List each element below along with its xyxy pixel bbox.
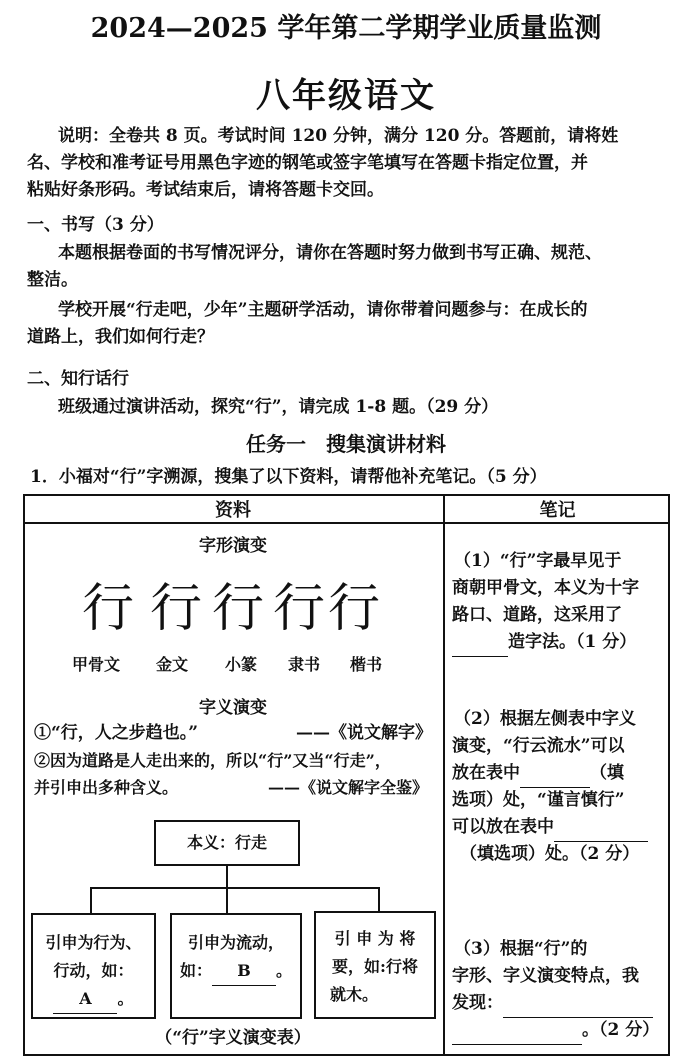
section-1-para-1-line-1: 本题根据卷面的书写情况评分，请你在答题时努力做到书写正确、规范、 bbox=[58, 243, 602, 263]
blank-a[interactable]: A bbox=[53, 985, 117, 1014]
note-3-blank-1[interactable] bbox=[503, 990, 653, 1018]
note-2-line-1: （2）根据左侧表中字义 bbox=[454, 709, 636, 729]
meaning-box-c-line-3: 就木。 bbox=[330, 985, 379, 1004]
glyph-label-small-seal: 小篆 bbox=[224, 655, 257, 674]
section-1-para-2-line-1: 学校开展“行走吧，少年”主题研学活动，请你带着问题参与：在成长的 bbox=[58, 300, 588, 320]
note-1-line-3: 路口、道路，这采用了 bbox=[452, 605, 622, 625]
note-3-line-1: （3）根据“行”的 bbox=[454, 939, 588, 959]
glyph-small-seal: 行 bbox=[211, 579, 264, 639]
note-3-blank-2[interactable] bbox=[452, 1017, 582, 1045]
note-1-line-1: （1）“行”字最早见于 bbox=[454, 551, 622, 571]
glyph-label-bronze: 金文 bbox=[155, 655, 188, 674]
tree-branch-c bbox=[378, 887, 380, 912]
blank-b[interactable]: B bbox=[212, 957, 276, 986]
meaning-box-a bbox=[31, 913, 156, 1019]
table-column-divider bbox=[443, 494, 445, 1056]
tree-branch-b bbox=[226, 887, 228, 914]
instructions-line-1: 说明：全卷共 8 页。考试时间 120 分钟，满分 120 分。答题前，请将姓 bbox=[58, 126, 619, 146]
glyph-bronze: 行 bbox=[149, 579, 202, 639]
question-1: 1．小福对“行”字溯源，搜集了以下资料，请帮他补充笔记。（5 分） bbox=[30, 467, 547, 487]
glyph-label-regular: 楷书 bbox=[349, 655, 382, 674]
section-1-para-1-line-2: 整洁。 bbox=[27, 270, 78, 290]
meaning-box-a-fill-row: A 。 bbox=[33, 985, 154, 1014]
note-1-line-4 bbox=[452, 629, 636, 657]
meaning-box-c bbox=[314, 911, 436, 1019]
note-2-blank-2[interactable] bbox=[554, 814, 648, 842]
note-3-line-4-suffix: 。（2 分） bbox=[582, 1020, 660, 1040]
tree-trunk-line bbox=[226, 866, 228, 888]
exam-title: 2024—2025 学年第二学期学业质量监测 bbox=[90, 13, 602, 44]
instructions-line-3: 粘贴好条形码。考试结束后，请将答题卡交回。 bbox=[27, 180, 384, 200]
meaning-box-c-line-1: 引 申 为 将 bbox=[334, 929, 416, 948]
column-header-notes: 笔记 bbox=[539, 500, 576, 521]
column-header-materials: 资料 bbox=[215, 500, 251, 521]
meaning-box-a-line-1: 引申为行为、 bbox=[45, 933, 142, 952]
section-1-para-2-line-2: 道路上，我们如何行走？ bbox=[27, 327, 214, 347]
glyph-evolution-title: 字形演变 bbox=[199, 536, 267, 556]
quote-1-source: ——《说文解字》 bbox=[296, 723, 432, 743]
instructions-line-2: 名、学校和准考证号用黑色字迹的钢笔或签字笔填写在答题卡指定位置，并 bbox=[27, 153, 588, 173]
note-1-blank[interactable] bbox=[452, 629, 508, 657]
meaning-box-c-line-2: 要，如:行将 bbox=[332, 957, 418, 976]
section-2-intro: 班级通过演讲活动，探究“行”，请完成 1-8 题。（29 分） bbox=[58, 397, 499, 417]
quote-2-line-1: ②因为道路是人走出来的，所以“行”又当“行走”， bbox=[34, 751, 391, 770]
meaning-box-b-line-1: 引申为流动， bbox=[187, 933, 284, 952]
note-2-line-6: （填选项）处。（2 分） bbox=[460, 844, 640, 864]
note-2-line-3-prefix: 放在表中 bbox=[452, 763, 520, 783]
glyph-label-clerical: 隶书 bbox=[287, 655, 320, 674]
note-2-line-4: 选项）处，“谨言慎行” bbox=[452, 790, 625, 810]
note-2-line-5 bbox=[452, 814, 648, 842]
section-2-heading: 二、知行话行 bbox=[27, 369, 129, 389]
table-header-divider bbox=[23, 522, 670, 524]
note-3-line-2: 字形、字义演变特点，我 bbox=[452, 966, 639, 986]
note-2-line-3 bbox=[452, 760, 624, 788]
note-2-line-5-prefix: 可以放在表中 bbox=[452, 817, 554, 837]
meaning-box-b-fill-row: 如： B 。 bbox=[172, 957, 300, 986]
note-1-line-4-text: 造字法。（1 分） bbox=[508, 632, 637, 652]
note-3-line-4 bbox=[452, 1017, 659, 1045]
quote-1-text: ①“行，人之步趋也。” bbox=[34, 723, 199, 743]
task-1-heading: 任务一 搜集演讲材料 bbox=[246, 432, 446, 456]
note-3-line-3 bbox=[452, 990, 653, 1018]
note-2-line-3-suffix: （填 bbox=[590, 763, 624, 783]
note-3-line-3-prefix: 发现： bbox=[452, 993, 503, 1013]
meaning-table-caption: （“行”字义演变表） bbox=[155, 1028, 311, 1048]
root-meaning-box: 本义：行走 bbox=[154, 820, 300, 866]
meaning-box-b-line-2: 如： bbox=[179, 961, 212, 980]
glyph-label-oracle-bone: 甲骨文 bbox=[71, 655, 120, 674]
quote-2-source: ——《说文解字全鉴》 bbox=[268, 778, 429, 797]
exam-subject: 八年级语文 bbox=[256, 76, 436, 116]
glyph-clerical: 行 bbox=[272, 579, 325, 639]
meaning-box-b bbox=[170, 913, 302, 1019]
meaning-evolution-title: 字义演变 bbox=[199, 698, 267, 718]
tree-branch-line bbox=[90, 887, 380, 889]
section-1-heading: 一、书写（3 分） bbox=[27, 215, 164, 235]
tree-branch-a bbox=[90, 887, 92, 914]
glyph-regular: 行 bbox=[327, 579, 380, 639]
quote-2-line-2: 并引申出多种含义。 bbox=[34, 778, 179, 797]
note-2-blank-1[interactable] bbox=[520, 760, 590, 788]
note-1-line-2: 商朝甲骨文，本义为十字 bbox=[452, 578, 639, 598]
meaning-box-a-line-2: 行动，如： bbox=[53, 961, 134, 980]
note-2-line-2: 演变，“行云流水”可以 bbox=[452, 736, 625, 756]
glyph-oracle-bone: 行 bbox=[81, 579, 134, 639]
